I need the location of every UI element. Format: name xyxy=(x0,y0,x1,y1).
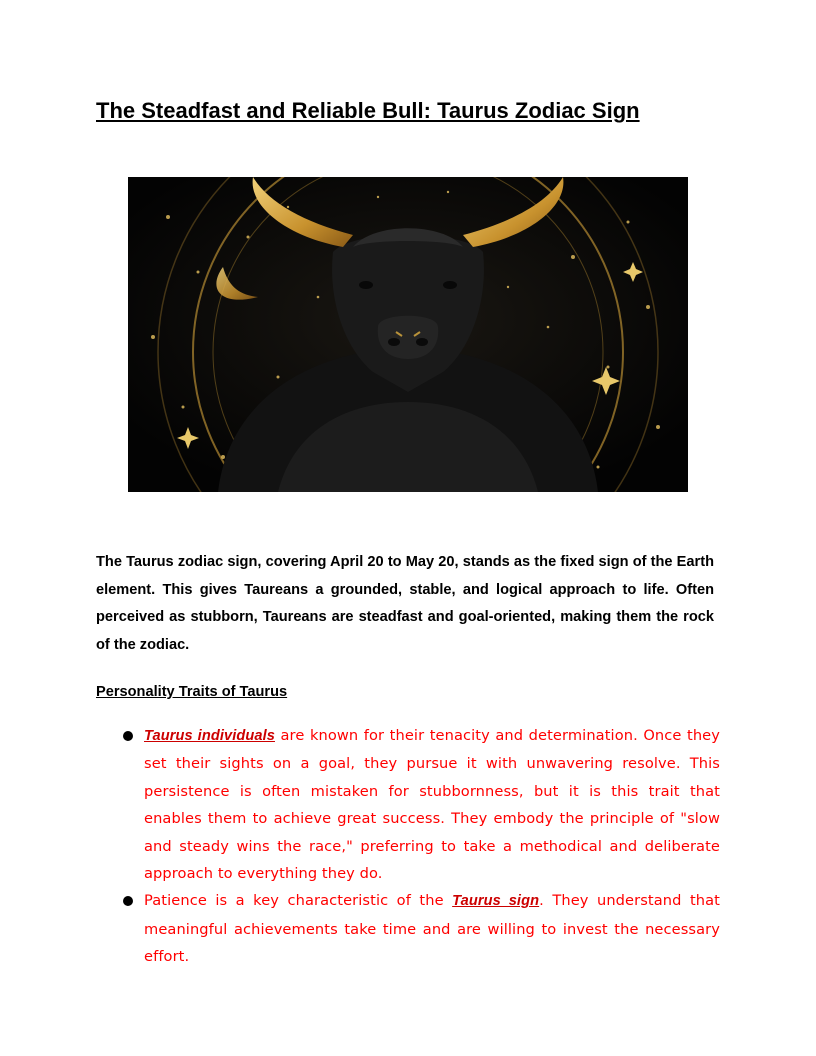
taurus-individuals-link[interactable]: Taurus individuals xyxy=(144,728,275,744)
traits-list xyxy=(96,722,720,971)
trait-text: . They understand that meaningful achievements take time and are willing to invest the necessary effort. xyxy=(144,892,720,966)
bull-illustration xyxy=(128,177,688,492)
bullet-icon xyxy=(123,896,133,906)
intro-paragraph: The Taurus zodiac sign, covering April 20 to May 20, stands as the fixed sign of the Earth element. This gives Taureans a grounded, stable, and logical approach to life. Often perceived as stubborn, Taureans are steadfast and goal-oriented, making them the rock of the zodiac. xyxy=(96,554,714,653)
trait-item-patience xyxy=(96,887,720,970)
taurus-sign-link[interactable]: Taurus sign xyxy=(452,893,540,910)
trait-text: are known for their tenacity and determination. Once they set their sights on a goal, they pursue it with unwavering resolve. This persistence is often mistaken for stubbornness, but it is this trait that enables them to achieve great success. They embody the principle of "slow and steady wins the race," preferring to take a methodical and deliberate approach to everything they do. xyxy=(144,727,720,883)
trait-item-tenacity xyxy=(96,722,720,887)
bullet-icon xyxy=(123,731,133,741)
page-title: The Steadfast and Reliable Bull: Taurus Zodiac Sign xyxy=(96,98,640,123)
section-heading: Personality Traits of Taurus xyxy=(96,684,288,700)
taurus-bull-image xyxy=(128,177,688,492)
trait-text-before: Patience is a key characteristic of the xyxy=(144,892,453,910)
